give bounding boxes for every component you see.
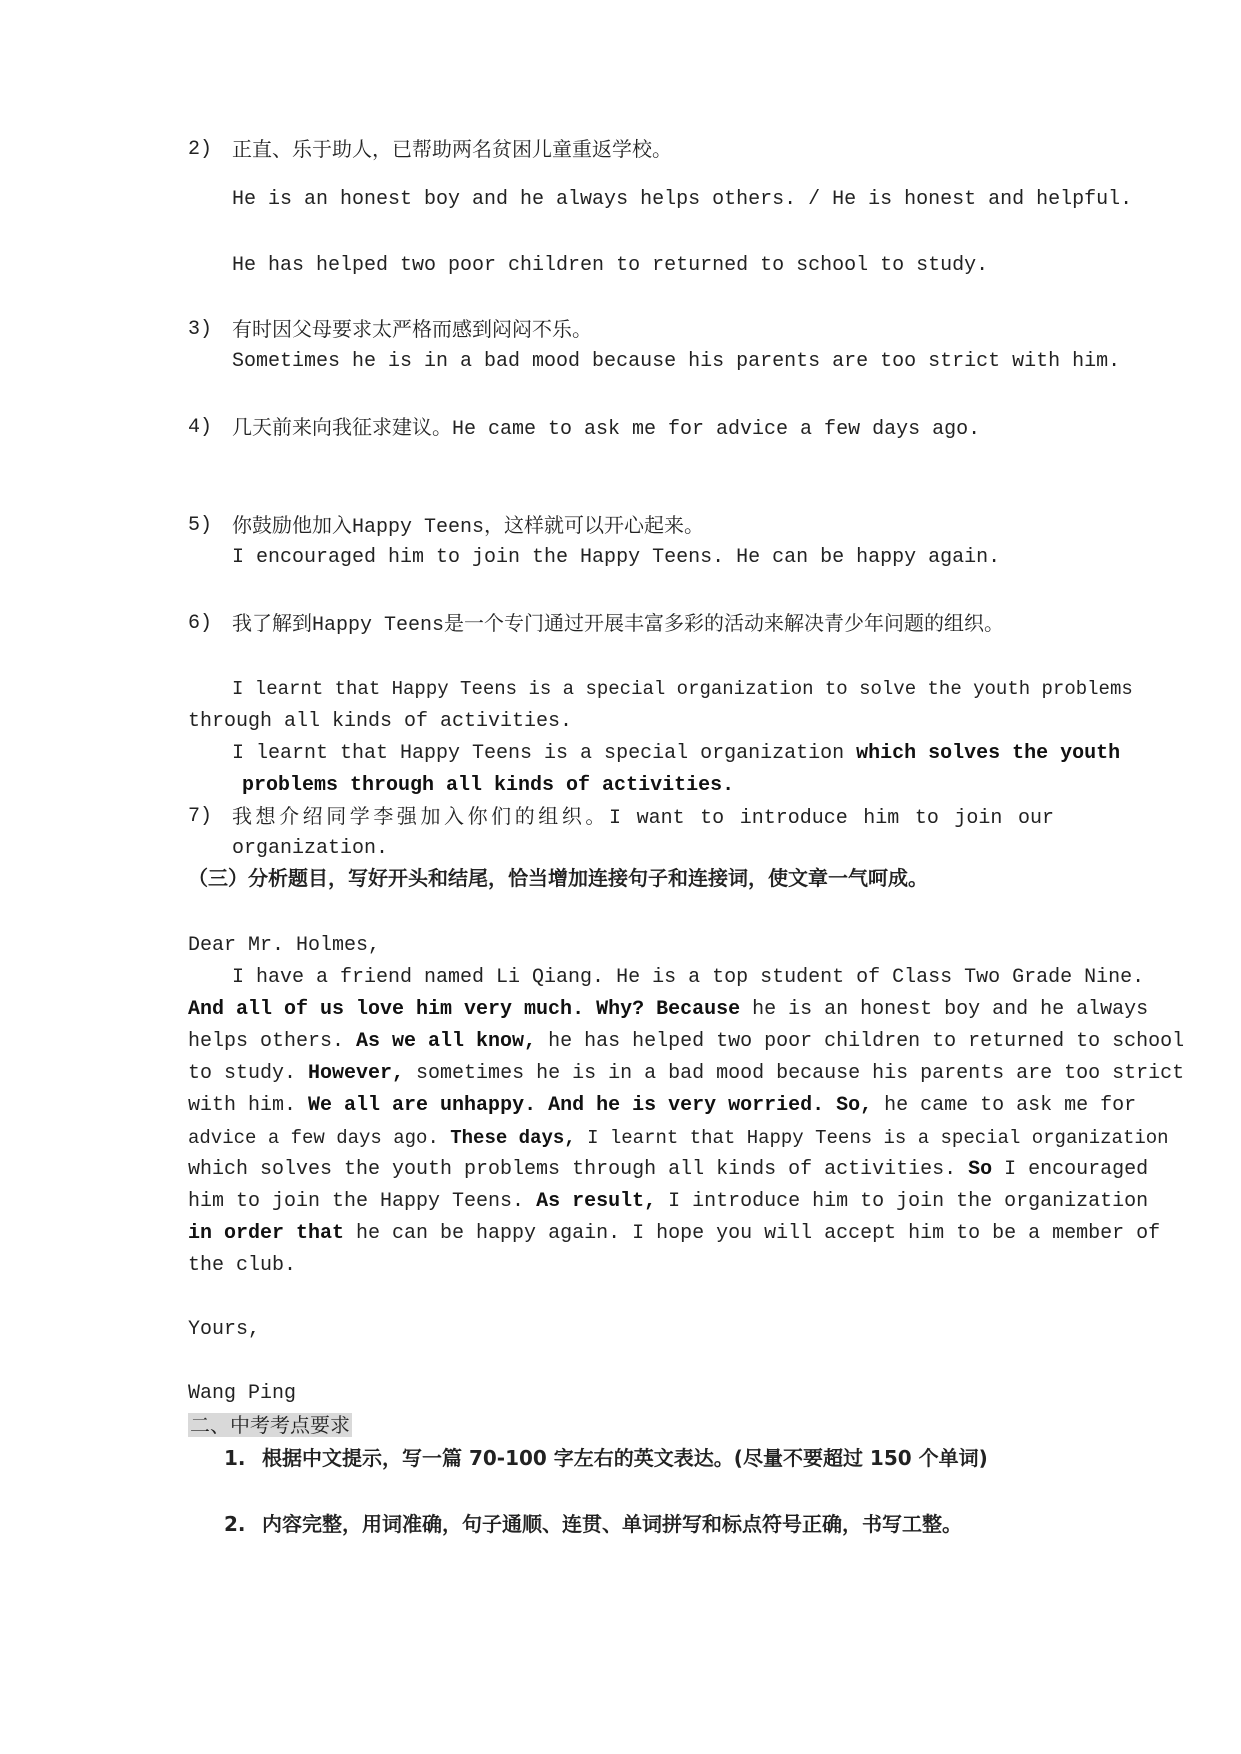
item-english-answer: I want to introduce him to join our (609, 807, 1055, 830)
requirement-number: 1. (224, 1446, 246, 1470)
item-english-answer: Sometimes he is in a bad mood because his parents are too strict with him. (232, 350, 1121, 373)
letter-line: And all of us love him very much. Why? Because he is an honest boy and he always (188, 998, 1149, 1021)
item-english-answer: I learnt that Happy Teens is a special organization which solves the youth (232, 742, 1121, 765)
requirement-text: 内容完整，用词准确，句子通顺、连贯、单词拼写和标点符号正确，书写工整。 (262, 1512, 962, 1536)
item-number: 4) (188, 416, 213, 439)
letter-signature: Wang Ping (188, 1382, 297, 1405)
item-number: 5) (188, 514, 213, 537)
item-line (232, 415, 980, 442)
letter-line: I have a friend named Li Qiang. He is a top student of Class Two Grade Nine. (232, 966, 1145, 989)
letter-line: in order that he can be happy again. I hope you will accept him to be a member of (188, 1222, 1161, 1245)
section-heading: （三）分析题目，写好开头和结尾，恰当增加连接句子和连接词，使文章一气呵成。 (188, 866, 928, 890)
letter-line: advice a few days ago. These days, I learnt that Happy Teens is a special organization (188, 1127, 1169, 1149)
requirement-number: 2. (224, 1512, 246, 1536)
letter-line: which solves the youth problems through all kinds of activities. So I encouraged (188, 1158, 1149, 1181)
item-english-answer: He is an honest boy and he always helps others. / He is honest and helpful. (232, 188, 1133, 211)
letter-closing: Yours, (188, 1318, 261, 1341)
section-heading: 二、中考考点要求 (190, 1413, 350, 1437)
item-english-answer: I learnt that Happy Teens is a special organization to solve the youth problems (232, 678, 1133, 700)
item-chinese-prompt: 几天前来向我征求建议。 (232, 415, 452, 439)
letter-line: him to join the Happy Teens. As result, I introduce him to join the organization (188, 1190, 1149, 1213)
letter-line: with him. We all are unhappy. And he is very worried. So, he came to ask me for (188, 1094, 1137, 1117)
item-english-answer: organization. (232, 837, 389, 860)
requirement-text: 根据中文提示，写一篇 70-100 字左右的英文表达。(尽量不要超过 150 个单词) (262, 1446, 988, 1470)
item-english-answer: problems through all kinds of activities. (242, 774, 735, 797)
item-english-answer: through all kinds of activities. (188, 710, 573, 733)
item-chinese-prompt: 正直、乐于助人，已帮助两名贫困儿童重返学校。 (232, 137, 672, 161)
letter-line: helps others. As we all know, he has helped two poor children to returned to school (188, 1030, 1185, 1053)
letter-salutation: Dear Mr. Holmes, (188, 934, 381, 957)
item-chinese-prompt: 我了解到Happy Teens是一个专门通过开展丰富多彩的活动来解决青少年问题的组织。 (232, 611, 1005, 637)
item-line (232, 804, 1054, 831)
item-chinese-prompt: 我想介绍同学李强加入你们的组织。 (232, 804, 609, 828)
item-english-answer: He came to ask me for advice a few days ago. (452, 418, 981, 441)
item-number: 3) (188, 318, 213, 341)
item-english-answer: He has helped two poor children to returned to school to study. (232, 254, 989, 277)
item-english-answer: I encouraged him to join the Happy Teens. He can be happy again. (232, 546, 1001, 569)
item-number: 2) (188, 138, 213, 161)
item-chinese-prompt: 有时因父母要求太严格而感到闷闷不乐。 (232, 317, 592, 341)
item-number: 6) (188, 612, 213, 635)
item-chinese-prompt: 你鼓励他加入Happy Teens，这样就可以开心起来。 (232, 513, 705, 539)
letter-line: to study. However, sometimes he is in a bad mood because his parents are too strict (188, 1062, 1185, 1085)
item-number: 7) (188, 805, 213, 828)
letter-line: the club. (188, 1254, 297, 1277)
